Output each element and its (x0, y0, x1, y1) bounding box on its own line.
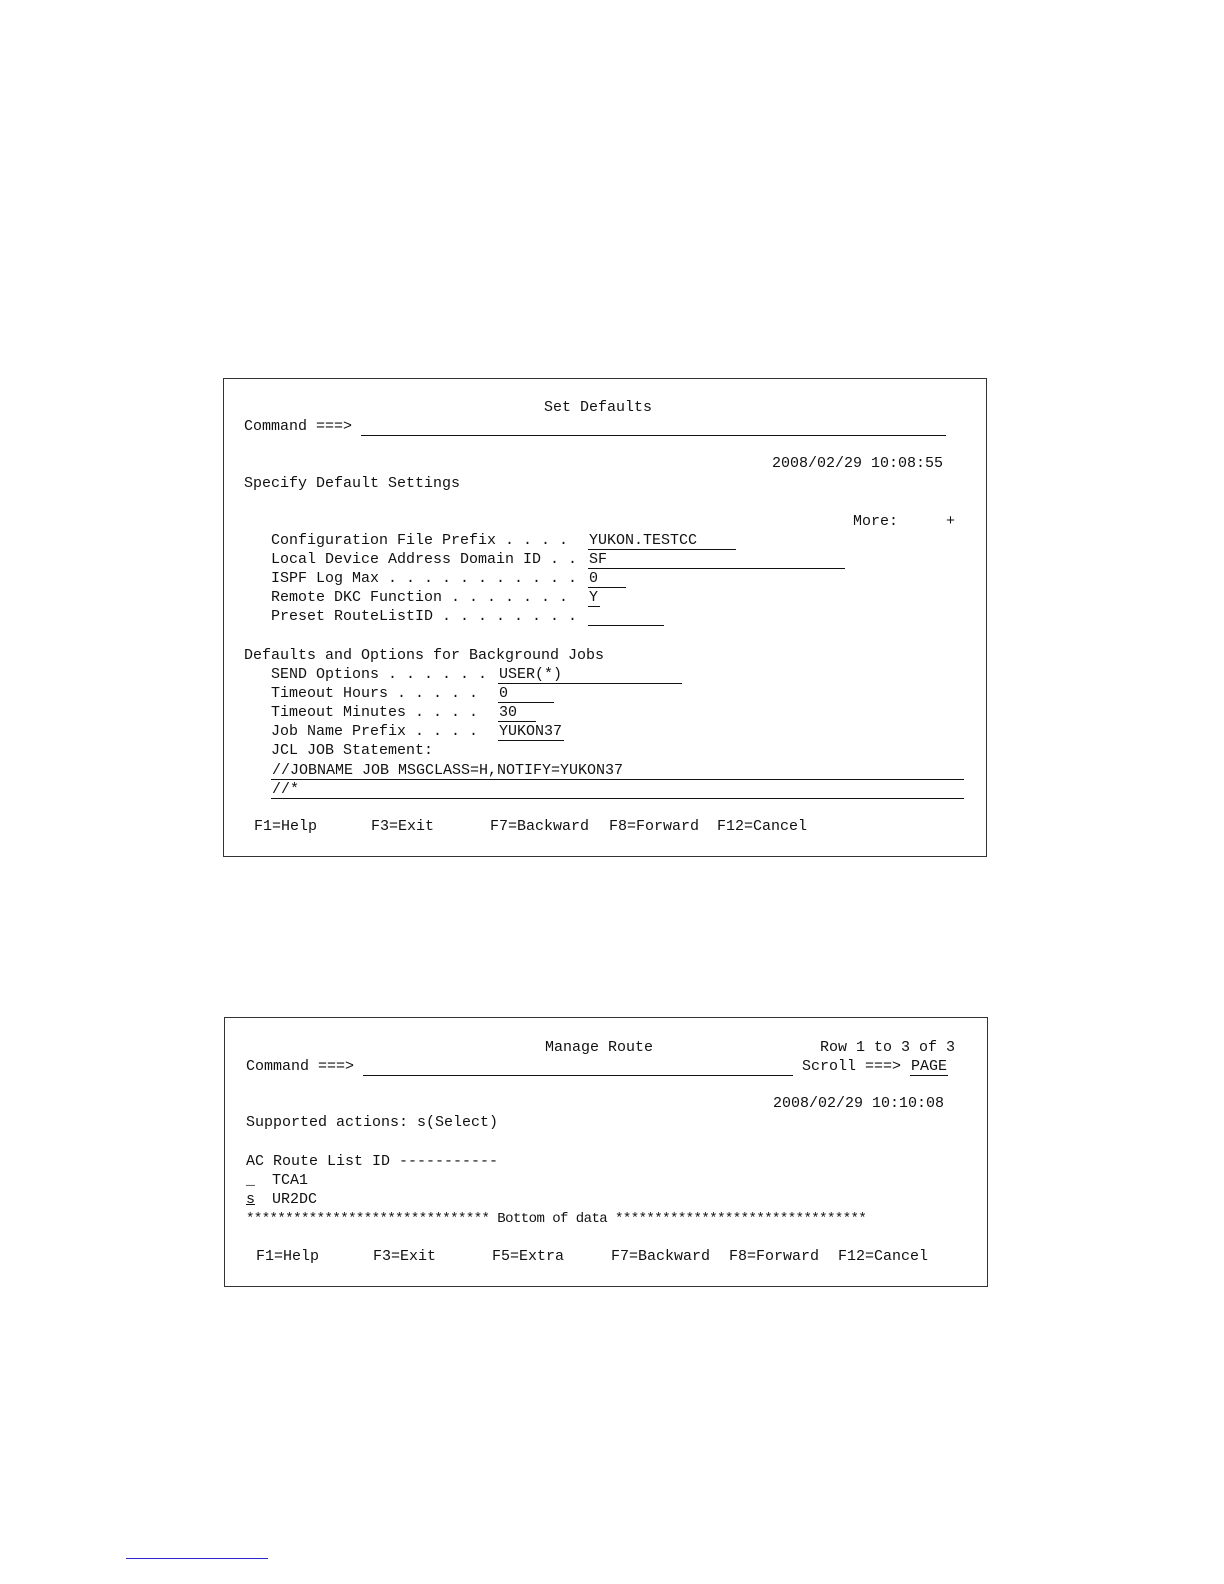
more-label: More: (853, 513, 899, 530)
more-indicator: + (946, 513, 956, 530)
section-heading-background-jobs: Defaults and Options for Background Jobs (244, 647, 605, 664)
pf-key-help[interactable]: F1=Help (254, 818, 318, 835)
pf-key-backward[interactable]: F7=Backward (611, 1248, 711, 1265)
footnote-divider (126, 1558, 268, 1559)
send-options-input[interactable]: USER(*) (498, 666, 682, 684)
panel-title: Manage Route (545, 1039, 654, 1056)
panel-title: Set Defaults (544, 399, 653, 416)
field-label-preset-routelist: Preset RouteListID . . . . . . . . (271, 608, 578, 625)
row-action-input[interactable]: s (246, 1191, 256, 1208)
pf-key-extra[interactable]: F5=Extra (492, 1248, 565, 1265)
preset-routelist-input[interactable] (588, 608, 664, 626)
route-list-id: UR2DC (272, 1191, 318, 1208)
pf-key-forward[interactable]: F8=Forward (609, 818, 700, 835)
field-label-timeout-minutes: Timeout Minutes . . . . (271, 704, 479, 721)
pf-key-exit[interactable]: F3=Exit (371, 818, 435, 835)
set-defaults-panel (223, 378, 987, 857)
config-prefix-input[interactable]: YUKON.TESTCC (588, 532, 736, 550)
supported-actions: Supported actions: s(Select) (246, 1114, 499, 1131)
command-input[interactable] (361, 418, 946, 436)
remote-dkc-input[interactable]: Y (589, 589, 599, 606)
command-label: Command ===> (244, 418, 353, 435)
field-label-job-name-prefix: Job Name Prefix . . . . (271, 723, 479, 740)
timeout-minutes-input[interactable]: 30 (498, 704, 536, 722)
timeout-hours-input[interactable]: 0 (498, 685, 554, 703)
field-label-remote-dkc: Remote DKC Function . . . . . . . (271, 589, 569, 606)
command-label: Command ===> (246, 1058, 355, 1075)
jcl-line-2-input[interactable]: //* (271, 781, 964, 799)
row-action-input[interactable]: _ (246, 1172, 256, 1189)
ispf-log-max-input[interactable]: 0 (588, 570, 626, 588)
pf-key-exit[interactable]: F3=Exit (373, 1248, 437, 1265)
section-heading-defaults: Specify Default Settings (244, 475, 461, 492)
scroll-label: Scroll ===> (802, 1058, 902, 1075)
scroll-input[interactable]: PAGE (911, 1058, 948, 1075)
pf-key-cancel[interactable]: F12=Cancel (838, 1248, 929, 1265)
route-list-id: TCA1 (272, 1172, 309, 1189)
field-label-send-options: SEND Options . . . . . . (271, 666, 488, 683)
row-info: Row 1 to 3 of 3 (820, 1039, 956, 1056)
field-label-ispf-log-max: ISPF Log Max . . . . . . . . . . . (271, 570, 578, 587)
timestamp: 2008/02/29 10:08:55 (772, 455, 944, 472)
pf-key-help[interactable]: F1=Help (256, 1248, 320, 1265)
pf-key-backward[interactable]: F7=Backward (490, 818, 590, 835)
bottom-of-data-line: ******************************* Bottom of data ******************************** (246, 1211, 867, 1227)
command-input[interactable] (363, 1058, 793, 1076)
pf-key-forward[interactable]: F8=Forward (729, 1248, 820, 1265)
manage-route-panel (224, 1017, 988, 1287)
timestamp: 2008/02/29 10:10:08 (773, 1095, 945, 1112)
field-label-domain-id: Local Device Address Domain ID . . (271, 551, 578, 568)
list-header: AC Route List ID ----------- (246, 1153, 499, 1170)
job-name-prefix-input[interactable]: YUKON37 (499, 723, 563, 740)
pf-key-cancel[interactable]: F12=Cancel (717, 818, 808, 835)
jcl-label: JCL JOB Statement: (271, 742, 434, 759)
jcl-line-1-input[interactable]: //JOBNAME JOB MSGCLASS=H,NOTIFY=YUKON37 (271, 762, 964, 780)
domain-id-input[interactable]: SF (588, 551, 845, 569)
field-label-timeout-hours: Timeout Hours . . . . . (271, 685, 479, 702)
field-label-config-prefix: Configuration File Prefix . . . . (271, 532, 569, 549)
